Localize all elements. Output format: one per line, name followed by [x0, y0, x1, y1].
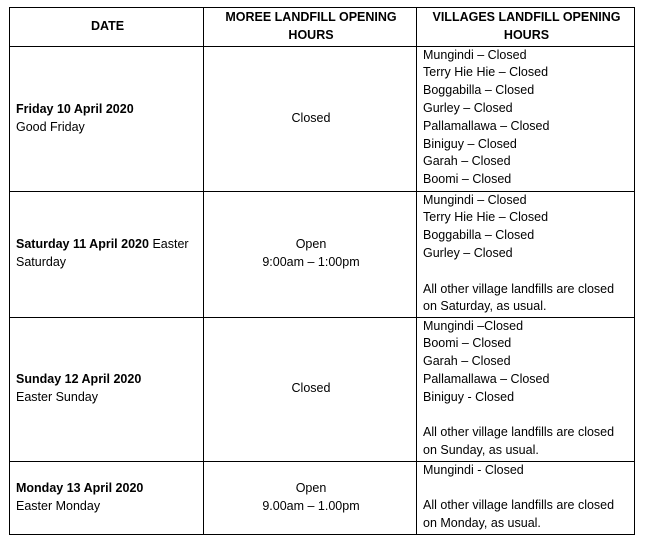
date-cell [10, 46, 204, 191]
moree-hours-time: 9:00am – 1:00pm [262, 255, 360, 270]
village-status: Mungindi – Closed [423, 192, 527, 207]
villages-hours-cell [417, 191, 635, 317]
header-date: DATE [10, 8, 204, 47]
table-row-easter-saturday [10, 191, 635, 317]
holiday-name: Easter Sunday [16, 390, 98, 405]
village-status: Mungindi –Closed [423, 318, 524, 333]
date-cell [10, 191, 204, 317]
village-status: Boomi – Closed [423, 172, 512, 187]
header-villages-hours: VILLAGES LANDFILL OPENING HOURS [417, 8, 635, 47]
village-status: Garah – Closed [423, 154, 511, 169]
date-cell [10, 317, 204, 461]
moree-hours-cell [204, 317, 417, 461]
date-label: Sunday 12 April 2020 [16, 372, 142, 387]
village-status: Gurley – Closed [423, 245, 513, 260]
villages-hours-cell [417, 46, 635, 191]
villages-note: All other village landfills are closed on Saturday, as usual. [423, 281, 615, 314]
date-label: Saturday 11 April 2020 [16, 237, 149, 252]
holiday-name: Good Friday [16, 119, 85, 134]
village-status: Pallamallawa – Closed [423, 118, 550, 133]
village-status: Boggabilla – Closed [423, 83, 535, 98]
villages-note: All other village landfills are closed on Monday, as usual. [423, 498, 615, 530]
village-status: Mungindi – Closed [423, 47, 527, 62]
village-status: Mungindi - Closed [423, 462, 524, 477]
moree-hours-status: Open [295, 480, 327, 495]
date-label: Monday 13 April 2020 [16, 480, 144, 495]
date-cell [10, 461, 204, 534]
moree-hours-cell [204, 191, 417, 317]
moree-hours-cell [204, 461, 417, 534]
village-status: Boomi – Closed [423, 336, 512, 351]
village-status: Biniguy – Closed [423, 136, 517, 151]
village-status: Terry Hie Hie – Closed [423, 65, 549, 80]
table-row-easter-monday [10, 461, 635, 534]
landfill-hours-table [9, 7, 635, 535]
holiday-name: Easter Saturday [16, 237, 189, 270]
table-row-good-friday [10, 46, 635, 191]
table-header-row [10, 8, 635, 47]
village-status: Gurley – Closed [423, 100, 513, 115]
landfill-hours-document [9, 7, 635, 535]
header-moree-hours: MOREE LANDFILL OPENING HOURS [204, 8, 417, 47]
village-status: Boggabilla – Closed [423, 228, 535, 243]
village-status: Terry Hie Hie – Closed [423, 210, 549, 225]
table-row-easter-sunday [10, 317, 635, 461]
moree-hours-status: Closed [291, 110, 331, 125]
moree-hours-cell [204, 46, 417, 191]
villages-note: All other village landfills are closed on Sunday, as usual. [423, 425, 615, 458]
village-status: Biniguy - Closed [423, 389, 515, 404]
villages-hours-cell [417, 317, 635, 461]
moree-hours-status: Closed [291, 381, 331, 396]
holiday-name: Easter Monday [16, 498, 101, 513]
villages-hours-cell [417, 461, 635, 534]
village-status: Garah – Closed [423, 354, 511, 369]
village-status: Pallamallawa – Closed [423, 371, 550, 386]
date-label: Friday 10 April 2020 [16, 101, 134, 116]
moree-hours-time: 9.00am – 1.00pm [262, 498, 360, 513]
moree-hours-status: Open [295, 237, 327, 252]
